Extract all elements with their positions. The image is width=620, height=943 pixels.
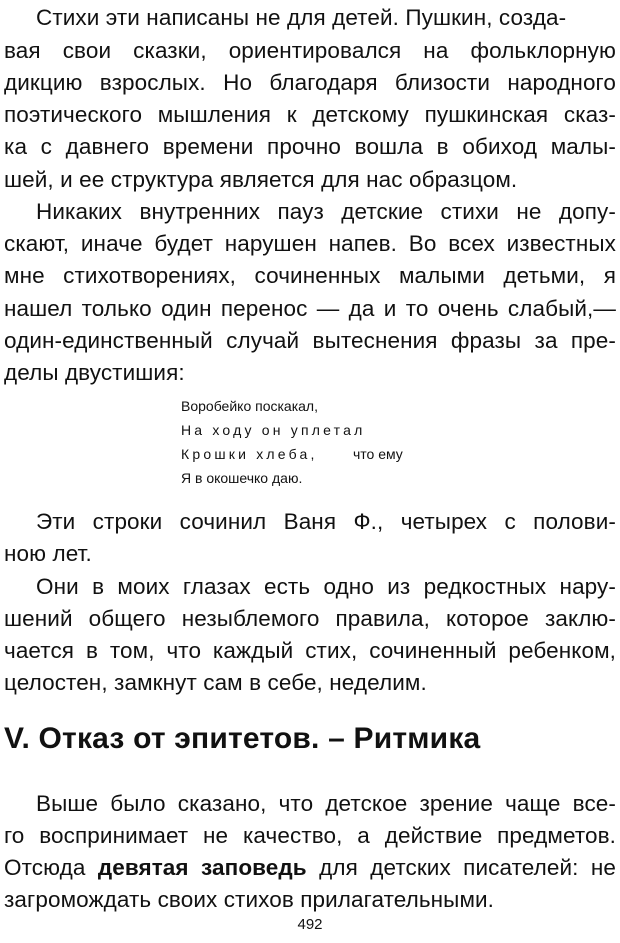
poem-line-3: Крошки хлеба, [181, 446, 318, 462]
ninth-commandment-bold: девятая заповедь [97, 855, 307, 880]
paragraph-1-line-6: шей, и ее структура является для нас образцом. [4, 167, 518, 192]
paragraph-5-line-2: го воспринимает не качество, а действие предметов. [4, 823, 616, 848]
paragraph-2-line-3: мне стихотворениях, сочиненных малыми детьми, я [4, 263, 616, 288]
paragraph-2-line-5: один-единственный случай вытеснения фразы за пре- [4, 328, 616, 353]
paragraph-4-line-4: целостен, замкнут сам в себе, неделим. [4, 670, 427, 695]
paragraph-1-line-5: ка с давнего времени прочно вошла в обиход малы- [4, 134, 616, 159]
poem-line-2: На ходу он уплетал [181, 422, 366, 438]
paragraph-5-line-3-start: Отсюда [4, 855, 86, 880]
paragraph-4-line-3: чается в том, что каждый стих, сочиненный ребенком, [4, 638, 616, 663]
page-number: 492 [297, 916, 323, 933]
paragraph-5-line-4: загромождать своих стихов прилагательными. [4, 887, 495, 912]
paragraph-1-line-4: поэтического мышления к детскому пушкинская сказ- [4, 102, 616, 127]
paragraph-1-line-3: дикцию взрослых. Но благодаря близости народного [4, 70, 616, 95]
section-heading: V. Отказ от эпитетов. – Ритмика [4, 722, 481, 755]
paragraph-2-line-2: скают, иначе будет нарушен напев. Во всех известных [4, 231, 616, 256]
poem-line-1: Воробейко поскакал, [181, 398, 318, 414]
paragraph-5-line-1: Выше было сказано, что детское зрение чаще все- [36, 791, 616, 816]
paragraph-2-line-6: делы двустишия: [4, 360, 185, 385]
poem-line-3-end: что ему [353, 446, 403, 462]
paragraph-2-line-1: Никаких внутренних пауз детские стихи не допу- [36, 199, 616, 224]
paragraph-4-line-2: шений общего незыблемого правила, которое заклю- [4, 606, 616, 631]
paragraph-3-line-2: ною лет. [4, 541, 92, 566]
paragraph-5-line-3 [4, 854, 616, 882]
paragraph-3-line-1: Эти строки сочинил Ваня Ф., четырех с полови- [36, 509, 616, 534]
poem-line-4: Я в окошечко даю. [181, 470, 303, 486]
paragraph-1-line-2: вая свои сказки, ориентировался на фольклорную [4, 38, 616, 63]
paragraph-2-line-4: нашел только один перенос — да и то очень слабый,— [4, 296, 616, 321]
paragraph-1-line-1: Стихи эти написаны не для детей. Пушкин, созда- [36, 5, 567, 30]
paragraph-4-line-1: Они в моих глазах есть одно из редкостных нару- [36, 574, 616, 599]
paragraph-5-line-3-end: для детских писателей: не [319, 855, 617, 880]
